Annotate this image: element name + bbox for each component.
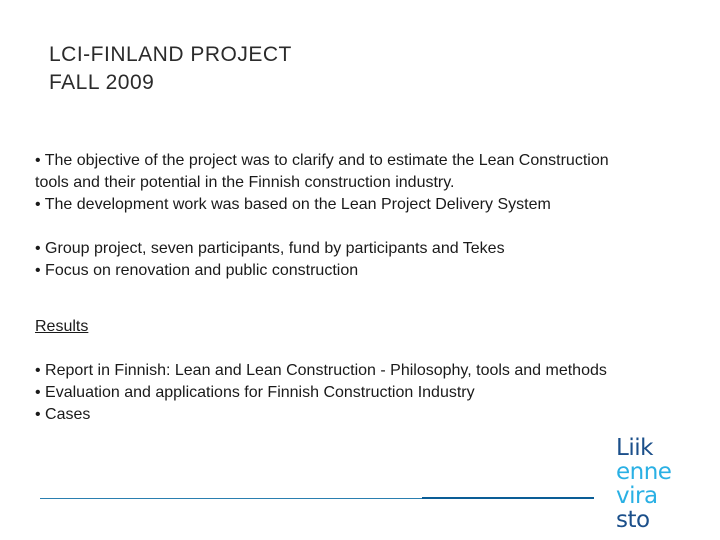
logo-line: vira xyxy=(616,483,658,509)
results-line: • Report in Finnish: Lean and Lean Construction - Philosophy, tools and methods xyxy=(35,362,607,379)
logo-line: enne xyxy=(616,459,672,485)
footer-rule-thick xyxy=(422,497,594,499)
body-line: • The objective of the project was to clarify and to estimate the Lean Construction xyxy=(35,152,609,169)
title-line: LCI-FINLAND PROJECT xyxy=(49,43,292,66)
slide-title xyxy=(49,41,292,97)
title-line: FALL 2009 xyxy=(49,71,155,94)
slide-body xyxy=(35,150,705,426)
body-line: • Group project, seven participants, fund by participants and Tekes xyxy=(35,240,505,257)
body-line: • Focus on renovation and public construction xyxy=(35,262,359,279)
results-line: • Cases xyxy=(35,406,91,423)
body-line: tools and their potential in the Finnish construction industry. xyxy=(35,174,455,191)
logo-line: sto xyxy=(616,507,650,533)
results-heading: Results xyxy=(35,318,89,335)
body-line: • The development work was based on the Lean Project Delivery System xyxy=(35,196,551,213)
results-line: • Evaluation and applications for Finnish Construction Industry xyxy=(35,384,475,401)
logo-line: Liik xyxy=(616,435,653,461)
liikennevirasto-logo xyxy=(616,436,696,532)
footer-rule-thin xyxy=(40,498,422,499)
